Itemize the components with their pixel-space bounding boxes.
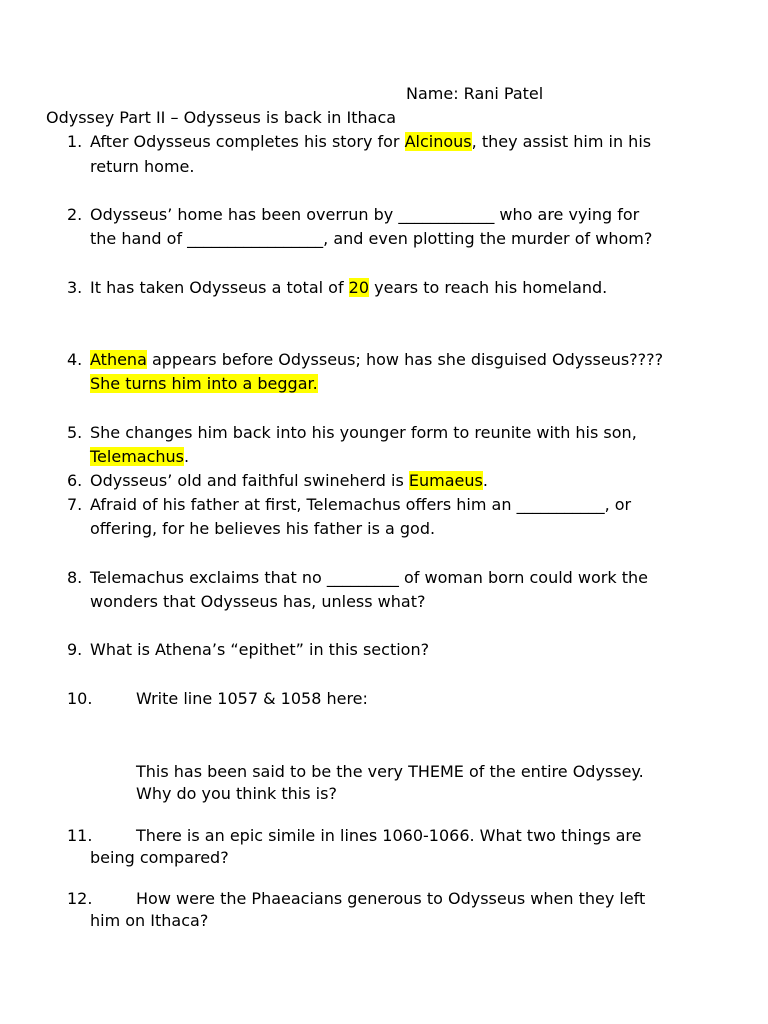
question-text <box>90 445 189 469</box>
question-number: 1. <box>67 132 83 151</box>
question-number: 3. <box>67 278 83 297</box>
question-text-line: She changes him back into his younger form to reunite with his son, <box>90 423 637 442</box>
question-number: 5. <box>67 423 83 442</box>
question-text-line: Write line 1057 & 1058 here: <box>136 689 368 708</box>
question-text-line: Odysseus’ home has been overrun by ____________ who are vying for <box>90 205 640 224</box>
question-number: 11. <box>67 826 93 845</box>
question-text <box>90 276 607 300</box>
highlighted-answer-line <box>90 372 318 396</box>
question-number: 2. <box>67 205 83 224</box>
highlighted-answer: Telemachus <box>90 447 184 466</box>
question-text-part: , they assist him in his <box>471 132 652 151</box>
question-text <box>90 348 663 372</box>
question-text-part: After Odysseus completes his story for <box>90 132 405 151</box>
question-text-part: appears before Odysseus; how has she disguised Odysseus???? <box>146 350 664 369</box>
question-text-line: Why do you think this is? <box>136 784 337 803</box>
question-text-line: This has been said to be the very THEME of the entire Odyssey. <box>136 762 644 781</box>
question-text <box>90 469 488 493</box>
question-text-part: Odysseus’ old and faithful swineherd is <box>90 471 409 490</box>
question-text-part: . <box>184 447 190 466</box>
question-number: 6. <box>67 471 83 490</box>
highlighted-answer: 20 <box>348 278 370 297</box>
question-number: 10. <box>67 689 93 708</box>
highlighted-answer: Alcinous <box>404 132 472 151</box>
highlighted-answer: Eumaeus <box>408 471 483 490</box>
question-number: 7. <box>67 495 83 514</box>
question-text-part: . <box>482 471 488 490</box>
question-number: 4. <box>67 350 83 369</box>
worksheet-title: Odyssey Part II – Odysseus is back in Ithaca <box>46 108 397 127</box>
highlighted-answer: Athena <box>90 350 147 369</box>
question-text <box>90 130 651 154</box>
question-text-line: return home. <box>90 157 195 176</box>
question-text-line: the hand of _________________, and even plotting the murder of whom? <box>90 229 653 248</box>
question-text-line: There is an epic simile in lines 1060-1066. What two things are <box>136 826 642 845</box>
question-text-line: Telemachus exclaims that no _________ of woman born could work the <box>90 568 648 587</box>
question-text-line: Afraid of his father at first, Telemachus offers him an ___________, or <box>90 495 632 514</box>
question-text-line: What is Athena’s “epithet” in this section? <box>90 640 430 659</box>
student-name: Name: Rani Patel <box>406 84 544 103</box>
question-number: 9. <box>67 640 83 659</box>
highlighted-answer: She turns him into a beggar. <box>90 374 318 393</box>
question-text-line: How were the Phaeacians generous to Odysseus when they left <box>136 889 646 908</box>
question-number: 12. <box>67 889 93 908</box>
question-text-line: offering, for he believes his father is a god. <box>90 519 436 538</box>
question-text-line: him on Ithaca? <box>90 911 209 930</box>
question-text-line: wonders that Odysseus has, unless what? <box>90 592 426 611</box>
question-text-part: years to reach his homeland. <box>369 278 608 297</box>
question-text-part: It has taken Odysseus a total of <box>90 278 349 297</box>
question-number: 8. <box>67 568 83 587</box>
question-text-line: being compared? <box>90 848 229 867</box>
